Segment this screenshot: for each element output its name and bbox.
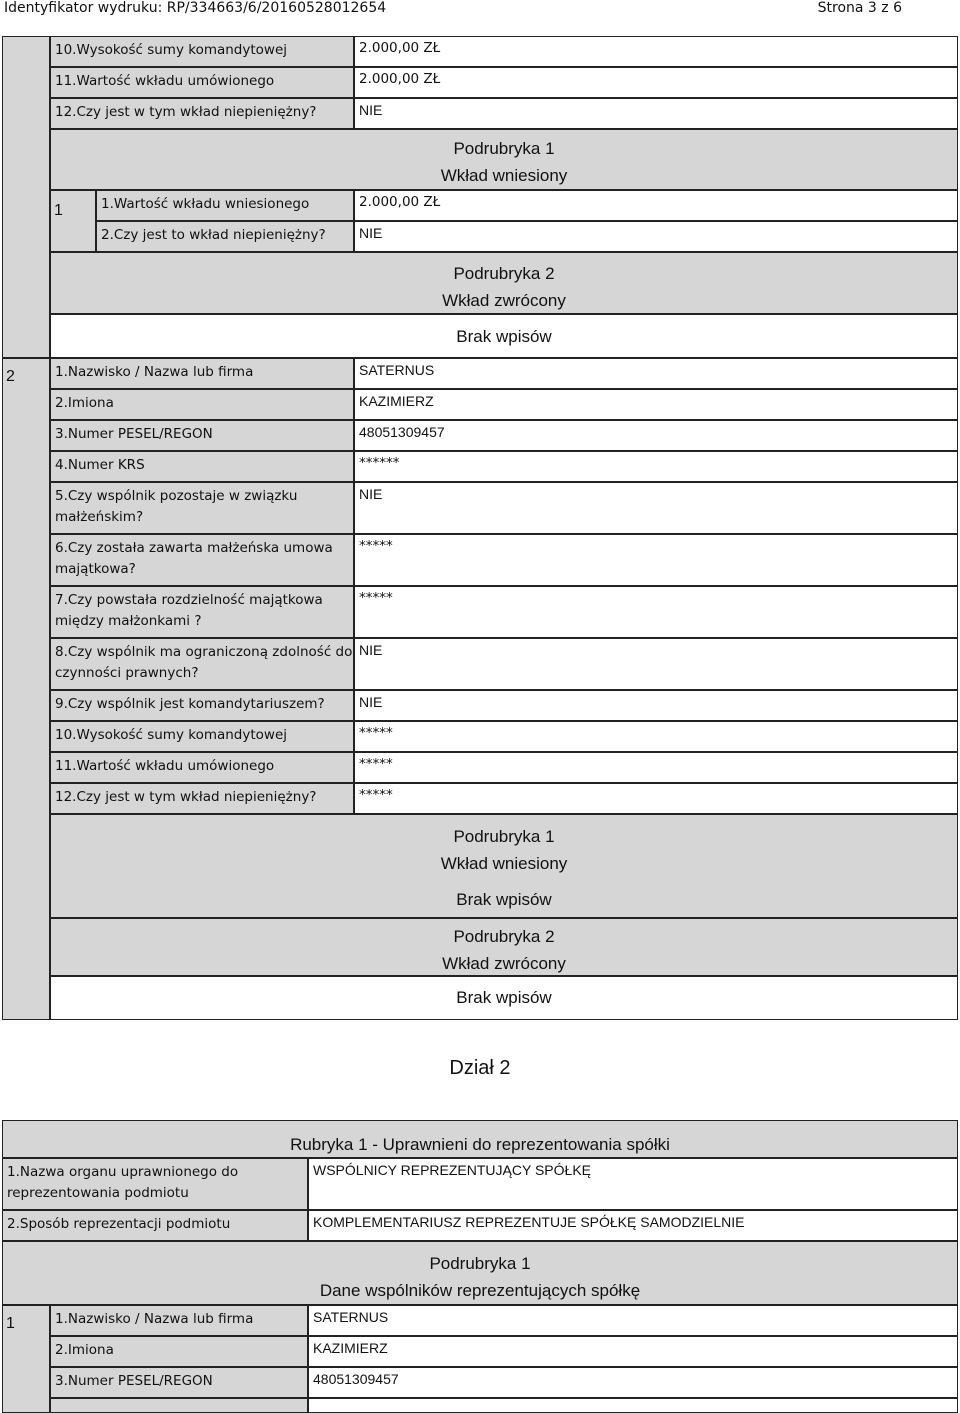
label-niepieniezny: 12.Czy jest w tym wkład niepieniężny?: [50, 783, 354, 814]
label-wysokosc-sumy: 10.Wysokość sumy komandytowej: [50, 36, 354, 67]
value-pesel: 48051309457: [354, 420, 958, 451]
label-organ-uprawniony: 1.Nazwa organu uprawnionego do reprezentowania podmiotu: [2, 1158, 308, 1210]
indent-column-top: [2, 36, 50, 358]
empty-entries-note: Brak wpisów: [456, 890, 552, 909]
subheading-dane-wspolnikow: [2, 1241, 958, 1305]
label-imiona: 2.Imiona: [50, 389, 354, 420]
value-suma-komandytowa: *****: [354, 721, 958, 752]
subheading-wklad-wniesiony-2: [50, 814, 958, 918]
value-zdolnosc: NIE: [354, 638, 958, 690]
subheading-wklad-zwrocony: [50, 252, 958, 314]
subheading-title: Podrubryka 2: [453, 264, 555, 283]
label-wartosc-wkladu: 11.Wartość wkładu umówionego: [50, 67, 354, 98]
indent-column-partner: [2, 358, 50, 1020]
empty-entries-note-2: Brak wpisów: [50, 976, 958, 1020]
value-nazwisko: SATERNUS: [354, 358, 958, 389]
subheading-title: Podrubryka 1: [453, 827, 555, 846]
label-wklad-niepieniezny: 12.Czy jest w tym wkład niepieniężny?: [50, 98, 354, 129]
label-pesel-rep: 3.Numer PESEL/REGON: [50, 1367, 308, 1398]
value-wklad-umowiony: *****: [354, 752, 958, 783]
value-pesel-rep: 48051309457: [308, 1367, 958, 1398]
value-umowa-majatkowa: *****: [354, 534, 958, 586]
label-umowa-majatkowa: 6.Czy została zawarta małżeńska umowa majątkowa?: [50, 534, 354, 586]
partner-number: 2: [6, 368, 15, 385]
value-organ-uprawniony: WSPÓLNICY REPREZENTUJĄCY SPÓŁKĘ: [308, 1158, 958, 1210]
label-rozdzielnosc: 7.Czy powstała rozdzielność majątkowa między małżonkami ?: [50, 586, 354, 638]
label-pesel: 3.Numer PESEL/REGON: [50, 420, 354, 451]
value-krs: ******: [354, 451, 958, 482]
value-wklad-niepieniezny: NIE: [354, 98, 958, 129]
page-number: Strona 3 z 6: [817, 0, 902, 16]
print-identifier: Identyfikator wydruku: RP/334663/6/20160528012654: [4, 0, 387, 16]
section-title: Dział 2: [449, 1057, 511, 1079]
subheading-wklad-zwrocony-2: [50, 918, 958, 976]
subheading-wklad-wniesiony: [50, 129, 958, 190]
subheading-title: Podrubryka 2: [453, 927, 555, 946]
value-niepieniezny: *****: [354, 783, 958, 814]
rubryka-title: Rubryka 1 - Uprawnieni do reprezentowania spółki: [2, 1120, 958, 1158]
subheading-subtitle: Dane wspólników reprezentujących spółkę: [319, 1281, 641, 1300]
value-nazwisko-rep: SATERNUS: [308, 1305, 958, 1336]
label-komandytariusz: 9.Czy wspólnik jest komandytariuszem?: [50, 690, 354, 721]
value-czy-niepieniezny: NIE: [354, 221, 958, 252]
trailing-row-value: [308, 1398, 958, 1413]
value-wartosc-wkladu: 2.000,00 ZŁ: [354, 67, 958, 98]
label-krs: 4.Numer KRS: [50, 451, 354, 482]
subheading-subtitle: Wkład zwrócony: [442, 954, 566, 973]
label-suma-komandytowa: 10.Wysokość sumy komandytowej: [50, 721, 354, 752]
value-wartosc-wniesionego: 2.000,00 ZŁ: [354, 190, 958, 221]
subheading-subtitle: Wkład zwrócony: [442, 291, 566, 310]
value-zwiazek-malzenski: NIE: [354, 482, 958, 534]
value-imiona-rep: KAZIMIERZ: [308, 1336, 958, 1367]
label-nazwisko-rep: 1.Nazwisko / Nazwa lub firma: [50, 1305, 308, 1336]
label-zdolnosc: 8.Czy wspólnik ma ograniczoną zdolność do czynności prawnych?: [50, 638, 354, 690]
subheading-title: Podrubryka 1: [453, 139, 555, 158]
subheading-subtitle: Wkład wniesiony: [440, 166, 568, 185]
entry-number-rubryka: 1: [6, 1315, 15, 1332]
label-wklad-umowiony: 11.Wartość wkładu umówionego: [50, 752, 354, 783]
label-zwiazek-malzenski: 5.Czy wspólnik pozostaje w związku małżeńskim?: [50, 482, 354, 534]
value-sposob-reprezentacji: KOMPLEMENTARIUSZ REPREZENTUJE SPÓŁKĘ SAMODZIELNIE: [308, 1210, 958, 1241]
subheading-title: Podrubryka 1: [429, 1254, 531, 1273]
value-wysokosc-sumy: 2.000,00 ZŁ: [354, 36, 958, 67]
subheading-subtitle: Wkład wniesiony: [440, 854, 568, 873]
value-komandytariusz: NIE: [354, 690, 958, 721]
label-wartosc-wniesionego: 1.Wartość wkładu wniesionego: [96, 190, 354, 221]
label-czy-niepieniezny: 2.Czy jest to wkład niepieniężny?: [96, 221, 354, 252]
label-nazwisko: 1.Nazwisko / Nazwa lub firma: [50, 358, 354, 389]
trailing-row: [50, 1398, 308, 1413]
value-rozdzielnosc: *****: [354, 586, 958, 638]
entry-number: 1: [54, 202, 63, 219]
empty-entries-note: Brak wpisów: [50, 314, 958, 358]
label-sposob-reprezentacji: 2.Sposób reprezentacji podmiotu: [2, 1210, 308, 1241]
value-imiona: KAZIMIERZ: [354, 389, 958, 420]
label-imiona-rep: 2.Imiona: [50, 1336, 308, 1367]
